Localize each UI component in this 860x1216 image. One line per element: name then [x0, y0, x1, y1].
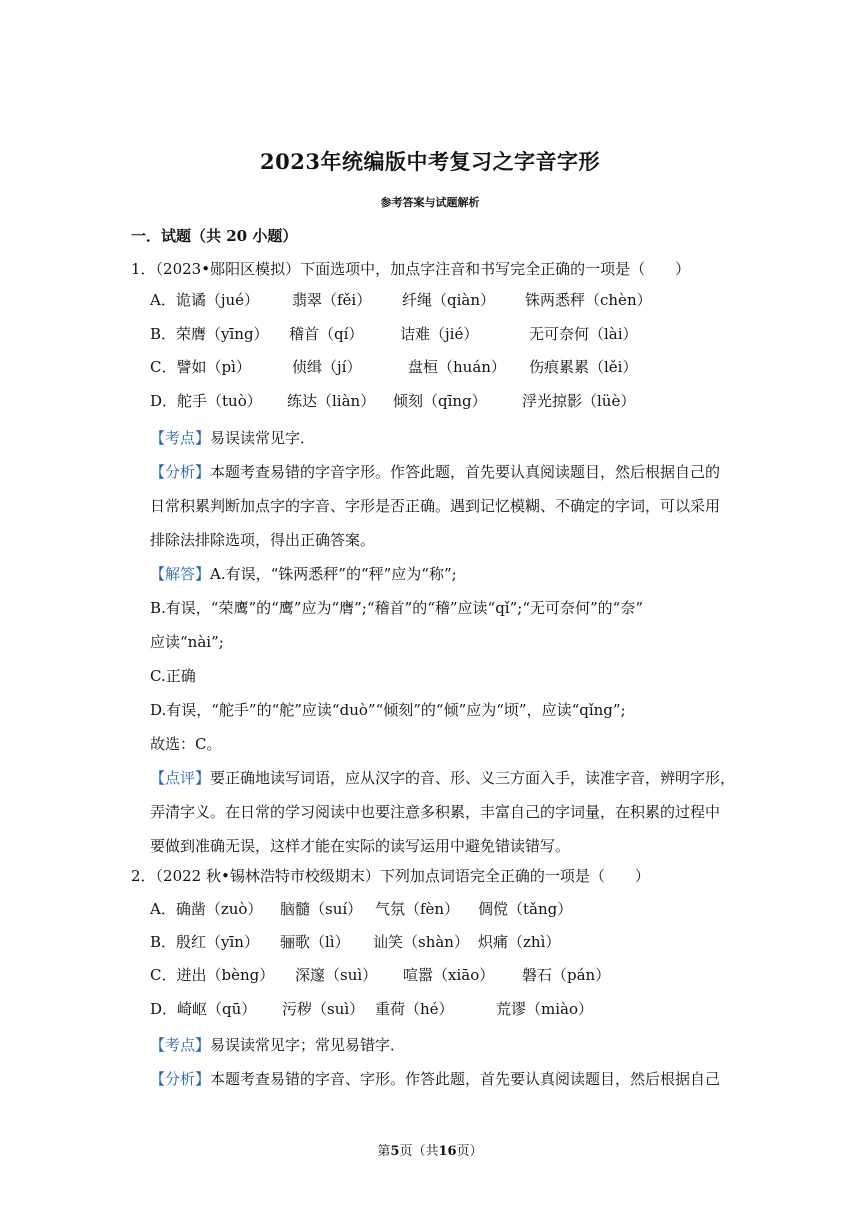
option-word: 盘桓（huán）: [408, 358, 506, 376]
option-word: A．诡谲（jué）: [150, 291, 260, 309]
dianping-tag: 【点评】: [150, 769, 211, 787]
q1-fenxi-line: 日常积累判断加点字的字音、字形是否正确。遇到记忆模糊、不确定的字词，可以采用: [150, 497, 721, 515]
option-word: D．舵手（tuò）: [150, 392, 262, 410]
page-subtitle: 参考答案与试题解析: [380, 196, 480, 209]
page-footer: 第5页（共16页）: [377, 1144, 483, 1159]
q1-fenxi-line: 排除法排除选项，得出正确答案。: [150, 531, 376, 549]
page-total: 16: [438, 1144, 457, 1159]
option-word: B．荣膺（yīng）: [150, 325, 269, 343]
q1-jieda-line: B.有误，“荣鹰”的“鹰”应为“膺”;“稽首”的“稽”应读“qǐ”;“无可奈何”的“奈”: [150, 599, 643, 617]
q1-jieda-line: D.有误，“舵手”的“舵”应读“duò”“倾刻”的“倾”应为“顷”，应读“qǐng”;: [150, 701, 626, 719]
option-word: 纤绳（qiàn）: [402, 291, 496, 309]
q1-dianping-line: 弄清字义。在日常的学习阅读中也要注意多积累，丰富自己的字词量，在积累的过程中: [150, 803, 721, 821]
section-heading: 一．试题（共 20 小题）: [131, 227, 298, 245]
option-word: 污秽（suì）: [282, 1000, 365, 1018]
option-word: 深邃（suì）: [295, 966, 378, 984]
option-word: 浮光掠影（lüè）: [522, 392, 636, 410]
option-word: 气氛（fèn）: [375, 900, 460, 918]
q1-jieda-line: 故选：C。: [150, 735, 222, 753]
jieda-tag: 【解答】: [150, 565, 211, 583]
kaodian-tag: 【考点】: [150, 1036, 211, 1054]
option-word: 伤痕累累（lěi）: [529, 358, 638, 376]
option-word: 铢两悉秤（chèn）: [525, 291, 652, 309]
option-word: 喧嚣（xiāo）: [403, 966, 495, 984]
question-2-stem: 2．（2022 秋•锡林浩特市校级期末）下列加点词语完全正确的一项是（ ）: [131, 867, 650, 885]
option-word: 荒谬（miào）: [496, 1000, 593, 1018]
fenxi-tag: 【分析】: [150, 1070, 211, 1088]
option-word: 炽痛（zhì）: [478, 933, 561, 951]
q1-kaodian: 【考点】易误读常见字．: [150, 429, 316, 447]
option-word: 倾刻（qīng）: [393, 392, 487, 410]
q1-dianping-line: 要做到准确无误，这样才能在实际的读写运用中避免错读错写。: [150, 837, 571, 855]
page-number: 5: [390, 1144, 400, 1159]
option-word: 讪笑（shàn）: [373, 933, 469, 951]
q1-jieda-line: 应读“nài”;: [150, 633, 224, 651]
option-word: 磐石（pán）: [522, 966, 611, 984]
fenxi-tag: 【分析】: [150, 463, 211, 481]
question-1-stem: 1．（2023•郧阳区模拟）下面选项中，加点字注音和书写完全正确的一项是（ ）: [131, 260, 691, 278]
q2-fenxi: 【分析】本题考查易错的字音、字形。作答此题，首先要认真阅读题目，然后根据自己: [150, 1070, 721, 1088]
kaodian-tag: 【考点】: [150, 429, 211, 447]
option-word: A．确凿（zuò）: [150, 900, 263, 918]
option-word: 练达（liàn）: [287, 392, 376, 410]
q2-kaodian: 【考点】易误读常见字；常见易错字．: [150, 1036, 406, 1054]
q1-fenxi: 【分析】本题考查易错的字音字形。作答此题，首先要认真阅读题目，然后根据自己的: [150, 463, 721, 481]
option-word: C．迸出（bèng）: [150, 966, 275, 984]
option-word: 侦缉（jí）: [292, 358, 362, 376]
option-word: 翡翠（fěi）: [292, 291, 372, 309]
option-word: 重荷（hé）: [375, 1000, 454, 1018]
option-word: 无可奈何（lài）: [529, 325, 638, 343]
option-word: 稽首（qí）: [289, 325, 364, 343]
q1-dianping: 【点评】要正确地读写词语，应从汉字的音、形、义三方面入手，读准字音，辨明字形，: [150, 769, 736, 787]
option-word: 倜傥（tǎng）: [478, 900, 573, 918]
option-word: 脑髓（suí）: [280, 900, 363, 918]
option-word: 诘难（jié）: [400, 325, 479, 343]
option-word: C．譬如（pì）: [150, 358, 251, 376]
option-word: B．殷红（yīn）: [150, 933, 259, 951]
q1-jieda-line: C.正确: [150, 667, 196, 685]
option-word: D．崎岖（qū）: [150, 1000, 257, 1018]
page-title: 2023年统编版中考复习之字音字形: [260, 149, 600, 174]
option-word: 骊歌（lì）: [280, 933, 350, 951]
q1-jieda: 【解答】A.有误，“铢两悉秤”的“秤”应为“称”;: [150, 565, 457, 583]
